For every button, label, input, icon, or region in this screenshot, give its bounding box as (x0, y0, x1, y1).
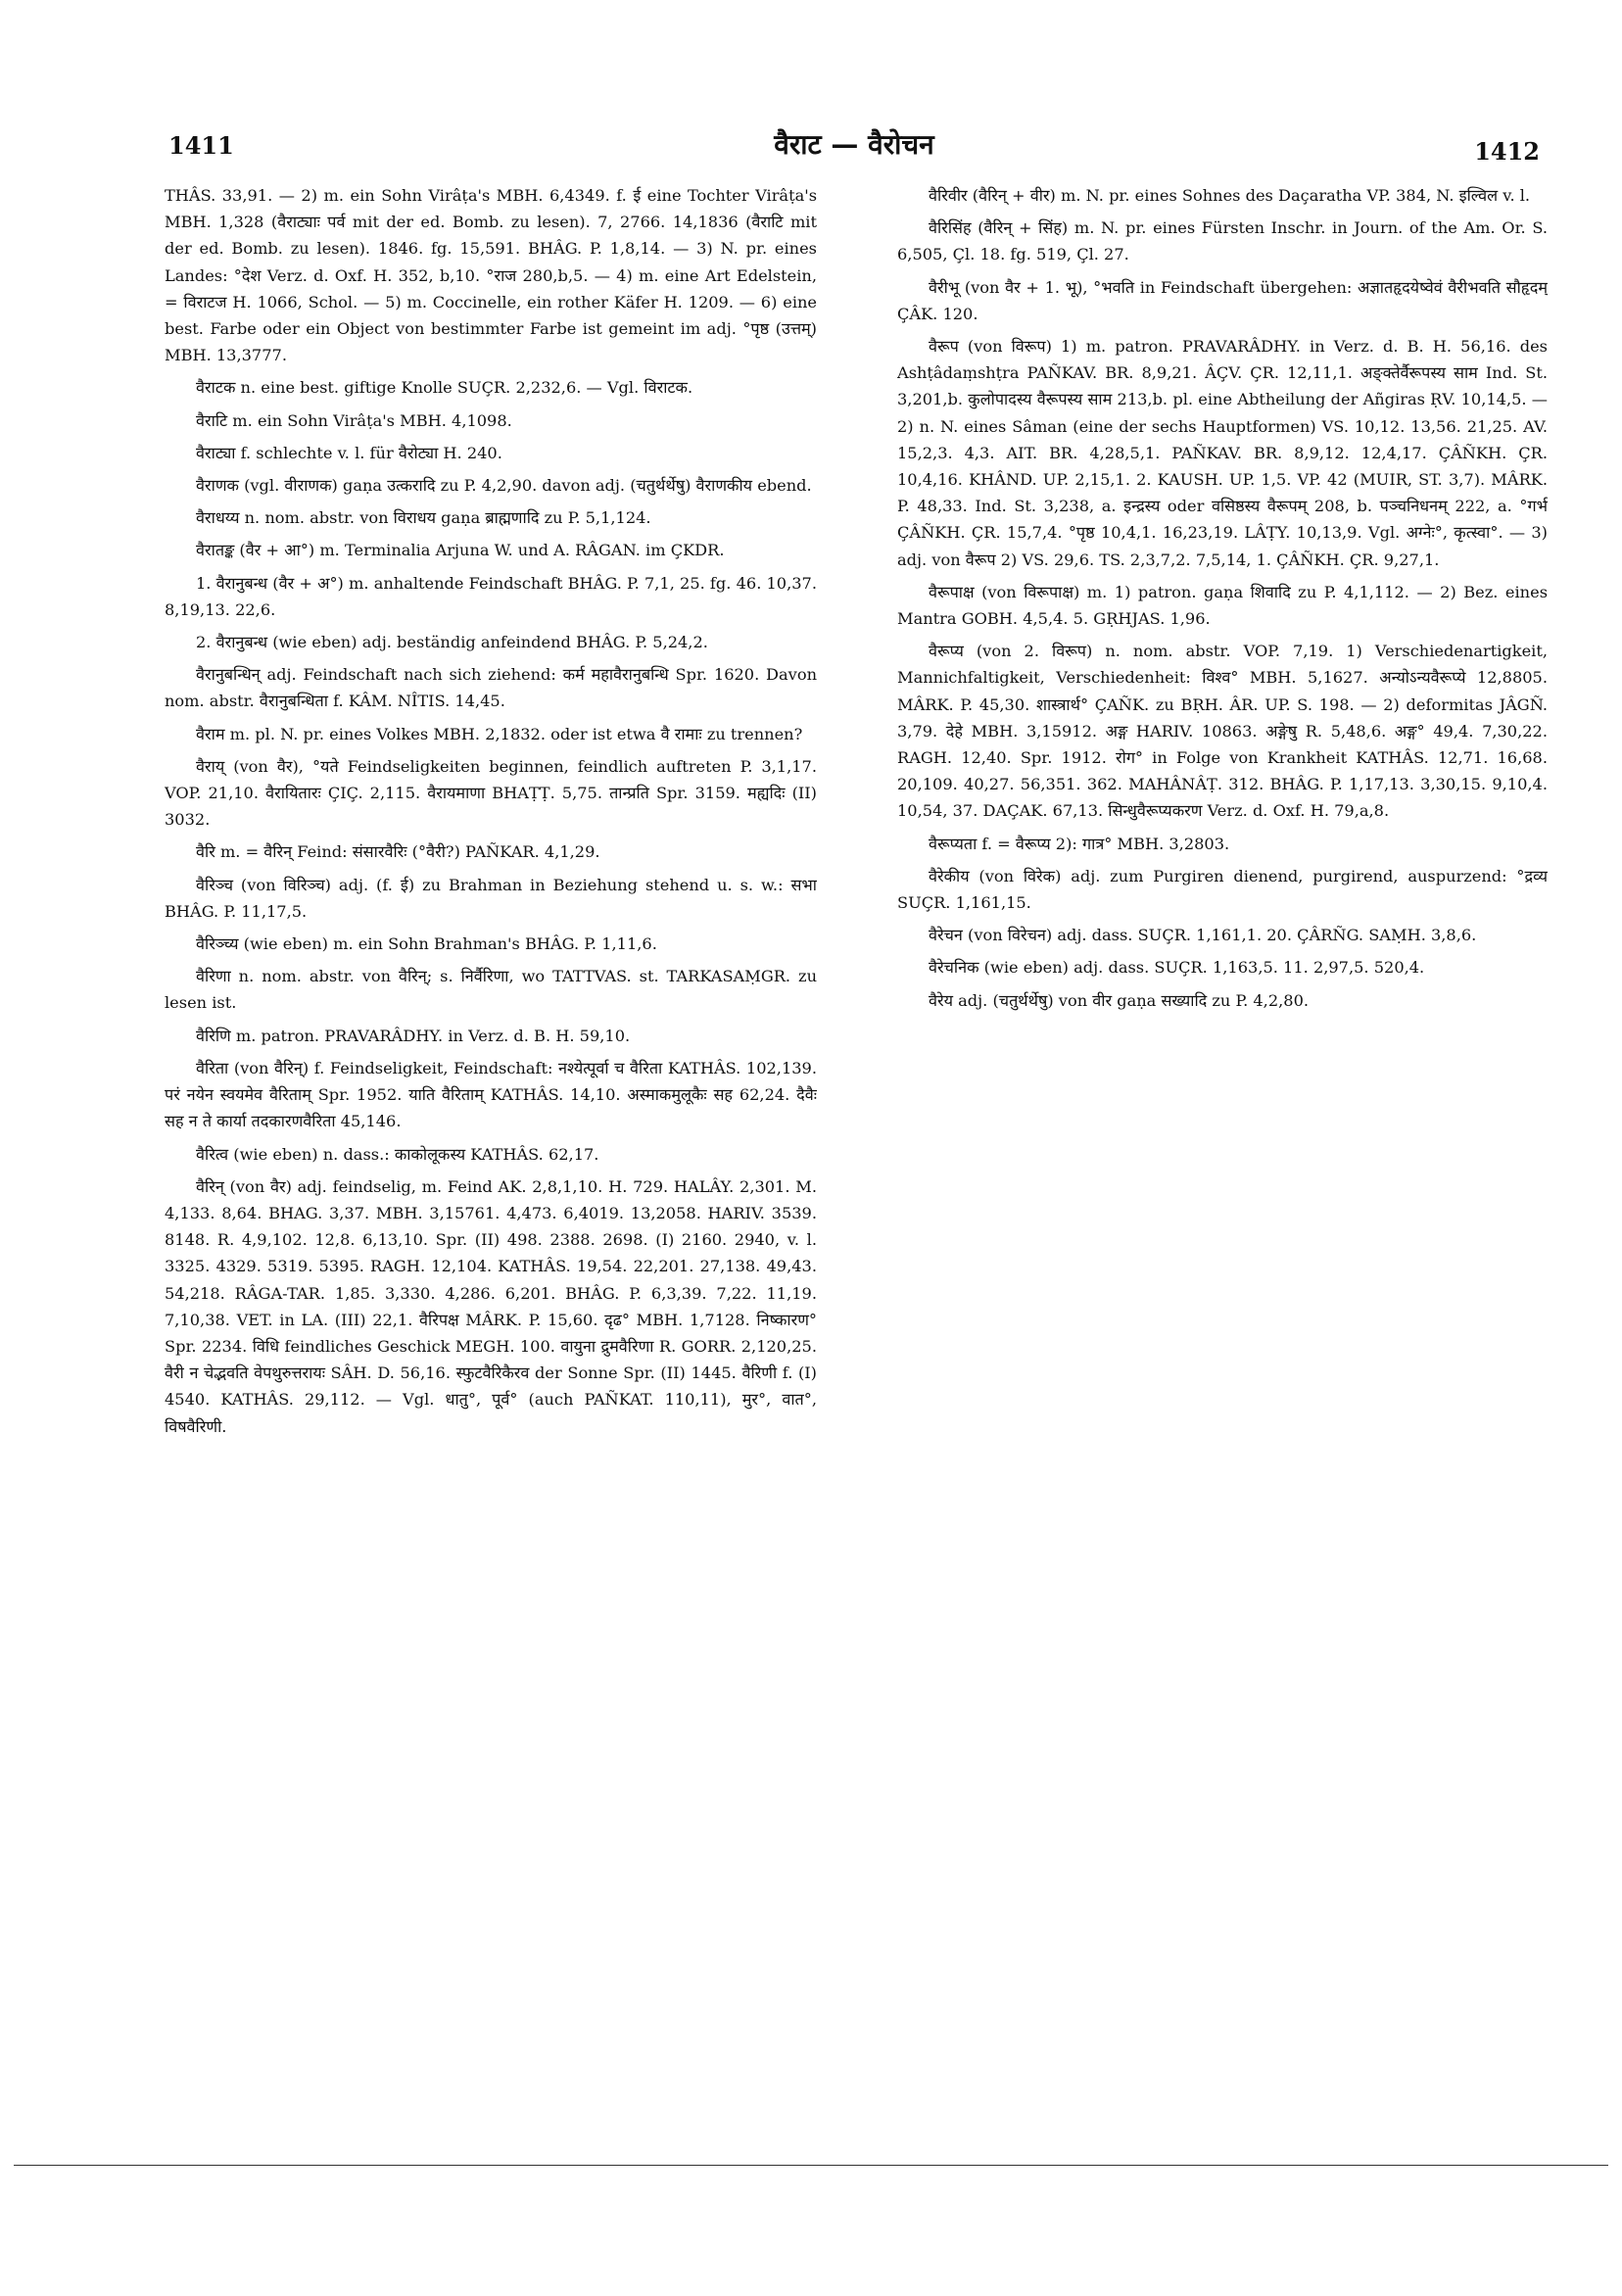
dictionary-entry: वैराट्या f. schlechte v. l. für वैरोट्या H. 240. (196, 443, 502, 462)
dictionary-entry: वैरूपाक्ष (von विरूपाक्ष) m. 1) patron. gaṇa शिवादि zu P. 4,1,112. — 2) Bez. eines Mantra GOBH. 4,5,4. 5. GṚHJAS. 1,96. (897, 582, 1548, 629)
dictionary-entry: वैरूप्य (von 2. विरूप) n. nom. abstr. VOP. 7,19. 1) Verschiedenartigkeit, Mannichfaltigkeit, Verschiedenheit: विश्व° MBH. 5,1627. अन्योऽन्यवैरूप्ये 12,8805. MÂRK. P. 45,30. शास्त्रार्थ° ÇAÑK. zu BṚH. ÂR. UP. S. 198. — 2) deformitas JÂGÑ. 3,79. देहे MBH. 3,15912. अङ्ग HARIV. 10863. अङ्गेषु R. 5,48,6. अङ्ग° 49,4. 7,30,22. RAGH. 12,40. Spr. 1912. रोग° in Folge von Krankheit KATHÂS. 12,71. 16,68. 20,109. 40,27. 56,351. 362. MAHÂNÂṬ. 312. BHÂG. P. 1,17,13. 3,30,15. 9,10,4. 10,54, 37. DAÇAK. 67,13. सिन्धुवैरूप्यकरण Verz. d. Oxf. H. 79,a,8. (897, 642, 1548, 821)
dictionary-entry: वैरानुबन्धिन् adj. Feindschaft nach sich ziehend: कर्म महावैरानुबन्धि Spr. 1620. Davon nom. abstr. वैरानुबन्धिता f. KÂM. NÎTIS. 14,45. (165, 665, 817, 711)
dictionary-entry: वैरूप्यता f. = वैरूप्य 2): गात्र° MBH. 3,2803. (929, 834, 1230, 853)
dictionary-entry: वैरिञ्च्य (wie eben) m. ein Sohn Brahman's BHÂG. P. 1,11,6. (196, 934, 657, 954)
dictionary-entry: वैरातङ्क (वैर + आ°) m. Terminalia Arjuna W. und A. RÂGAN. im ÇKDR. (196, 541, 725, 560)
dictionary-entry: वैरेचन (von विरेचन) adj. dass. SUÇR. 1,161,1. 20. ÇÂRÑG. SAṂH. 3,8,6. (929, 926, 1477, 945)
dictionary-entry: वैरिणा n. nom. abstr. von वैरिन्; s. निर्वैरिणा, wo TATTVAS. st. TARKASAṂGR. zu lesen ist. (165, 967, 817, 1013)
right-column (897, 182, 1548, 2131)
dictionary-entry: वैरेचनिक (wie eben) adj. dass. SUÇR. 1,163,5. 11. 2,97,5. 520,4. (929, 958, 1425, 978)
dictionary-entry: वैराणक (vgl. वीराणक) gaṇa उत्करादि zu P. 4,2,90. davon adj. (चतुर्थर्थेषु) वैराणकीय ebend. (196, 476, 812, 496)
dictionary-entry: वैरिवीर (वैरिन् + वीर) m. N. pr. eines Sohnes des Daçaratha VP. 384, N. इल्विल v. l. (929, 186, 1531, 205)
dictionary-entry: वैराधय्य n. nom. abstr. von विराधय gaṇa ब्राह्मणादि zu P. 5,1,124. (196, 508, 651, 528)
dictionary-entry: वैरित्व (wie eben) n. dass.: काकोलूकस्य KATHÂS. 62,17. (196, 1144, 599, 1164)
dictionary-entry: वैराटि m. ein Sohn Virâṭa's MBH. 4,1098. (196, 410, 512, 430)
dictionary-entry: वैरीभू (von वैर + 1. भू), °भवति in Feindschaft übergehen: अज्ञातहृदयेष्वेवं वैरीभवति सौहृदम् ÇÂK. 120. (897, 277, 1548, 323)
dictionary-entry: वैरिन् (von वैर) adj. feindselig, m. Feind AK. 2,8,1,10. H. 729. HALÂY. 2,301. M. 4,133. 8,64. BHAG. 3,37. MBH. 3,15761. 4,473. 6,4019. 13,2058. HARIV. 3539. 8148. R. 4,9,102. 12,8. 6,13,10. Spr. (II) 498. 2388. 2698. (I) 2160. 2940, v. l. 3325. 4329. 5319. 5395. RAGH. 12,104. KATHÂS. 19,54. 22,201. 27,138. 49,43. 54,218. RÂGA-TAR. 1,85. 3,330. 4,286. 6,201. BHÂG. P. 6,3,39. 7,22. 11,19. 7,10,38. VET. in LA. (III) 22,1. वैरिपक्ष MÂRK. P. 15,60. दृढ° MBH. 1,7128. निष्कारण° Spr. 2234. विधि feindliches Geschick MEGH. 100. वायुना द्रुमवैरिणा R. GORR. 2,120,25. वैरी न चेद्भवति वेपथुरुत्तरायः SÂH. D. 56,16. स्फुटवैरिकैरव der Sonne Spr. (II) 1445. वैरिणी f. (I) 4540. KATHÂS. 29,112. — Vgl. धातु°, पूर्व° (auch PAÑKAT. 110,11), मुर°, वात°, विषवैरिणी. (165, 1176, 817, 1436)
dictionary-entry: 1. वैरानुबन्ध (वैर + अ°) m. anhaltende Feindschaft BHÂG. P. 7,1, 25. fg. 46. 10,37. 8,19,13. 22,6. (165, 573, 817, 619)
dictionary-entry: THÂS. 33,91. — 2) m. ein Sohn Virâṭa's MBH. 6,4349. f. ई eine Tochter Virâṭa's MBH. 1,328 (वैराट्याः पर्व mit der ed. Bomb. zu lesen). 7, 2766. 14,1836 (वैराटि mit der ed. Bomb. zu lesen). 1846. fg. 15,591. BHÂG. P. 1,8,14. — 3) N. pr. eines Landes: °देश Verz. d. Oxf. H. 352, b,10. °राज 280,b,5. — 4) m. eine Art Edelstein, = विराटज H. 1066, Schol. — 5) m. Coccinelle, ein rother Käfer H. 1209. — 6) eine best. Farbe oder ein Object von bestimmter Farbe ist gemeint im adj. °पृष्ठ (उत्तम्) MBH. 13,3777. (165, 186, 817, 365)
dictionary-entry: वैरिञ्च (von विरिञ्च) adj. (f. ई) zu Brahman in Beziehung stehend u. s. w.: सभा BHÂG. P. 11,17,5. (165, 875, 817, 921)
footer-rule (14, 2165, 1608, 2166)
dictionary-entry: वैरिणि m. patron. PRAVARÂDHY. in Verz. d. B. H. 59,10. (196, 1026, 631, 1045)
dictionary-entry: वैरिसिंह (वैरिन् + सिंह) m. N. pr. eines Fürsten Inschr. in Journ. of the Am. Or. S. 6,505, Çl. 18. fg. 519, Çl. 27. (897, 218, 1548, 264)
dictionary-entry: 2. वैरानुबन्ध (wie eben) adj. beständig anfeindend BHÂG. P. 5,24,2. (196, 633, 708, 652)
page-header (168, 125, 1540, 168)
dictionary-entry: वैराय् (von वैर), °यते Feindseligkeiten beginnen, feindlich auftreten P. 3,1,17. VOP. 21,10. वैरायितारः ÇIÇ. 2,115. वैरायमाणा BHAṬṬ. 5,75. तान्प्रति Spr. 3159. मह्यदिः (II) 3032. (165, 756, 817, 830)
dictionary-entry: वैराम m. pl. N. pr. eines Volkes MBH. 2,1832. oder ist etwa वै रामाः zu trennen? (196, 724, 803, 743)
left-column (165, 182, 817, 2131)
running-title: वैराट — वैरोचन (774, 128, 934, 161)
dictionary-entry: वैरूप (von विरूप) 1) m. patron. PRAVARÂDHY. in Verz. d. B. H. 56,16. des Ashṭâdaṃshṭra PAÑKAV. BR. 8,9,21. ÂÇV. ÇR. 12,11,1. अङ्क्तेर्वैरूपस्य साम Ind. St. 3,201,b. कुलोपादस्य वैरूपस्य साम 213,b. pl. eine Abtheilung der Añgiras ṚV. 10,14,5. — 2) n. N. eines Sâman (eine der sechs Hauptformen) VS. 10,12. 13,56. 21,25. AV. 15,2,3. 4,3. AIT. BR. 4,28,5,1. PAÑKAV. BR. 8,9,12. 12,4,17. ÇÂÑKH. ÇR. 10,4,16. KHÂND. UP. 2,15,1. 2. KAUSH. UP. 1,5. VP. 42 (MUIR, ST. 3,7). MÂRK. P. 48,33. Ind. St. 3,238, a. इन्द्रस्य oder वसिष्ठस्य वैरूपम् 208, b. पञ्चनिधनम् 222, a. °गर्भ ÇÂÑKH. ÇR. 15,7,4. °पृष्ठ 10,4,1. 16,23,19. LÂṬY. 10,13,9. Vgl. अग्नेः°, कृत्स्वा°. — 3) adj. von वैरूप 2) VS. 29,6. TS. 2,3,7,2. 7,5,14, 1. ÇÂÑKH. ÇR. 9,27,1. (897, 337, 1548, 569)
page-number-left: 1411 (168, 131, 234, 160)
page-number-right: 1412 (1474, 137, 1540, 166)
dictionary-entry: वैरि m. = वैरिन् Feind: संसारवैरिः (°वैरी?) PAÑKAR. 4,1,29. (196, 842, 600, 862)
dictionary-entry: वैरिता (von वैरिन्) f. Feindseligkeit, Feindschaft: नश्येत्पूर्वा च वैरिता KATHÂS. 102,139. परं नयेन स्वयमेव वैरिताम् Spr. 1952. याति वैरिताम् KATHÂS. 14,10. अस्माकमुलूकैः सह 62,24. दैवैः सह न ते कार्या तदकारणवैरिता 45,146. (165, 1058, 817, 1131)
dictionary-entry: वैरेकीय (von विरेक) adj. zum Purgiren dienend, purgirend, auspurzend: °द्रव्य SUÇR. 1,161,15. (897, 866, 1548, 913)
dictionary-entry: वैराटक n. eine best. giftige Knolle SUÇR. 2,232,6. — Vgl. विराटक. (196, 378, 693, 398)
dictionary-entry: वैरेय adj. (चतुर्थर्थेषु) von वीर gaṇa सख्यादि zu P. 4,2,80. (929, 990, 1310, 1010)
